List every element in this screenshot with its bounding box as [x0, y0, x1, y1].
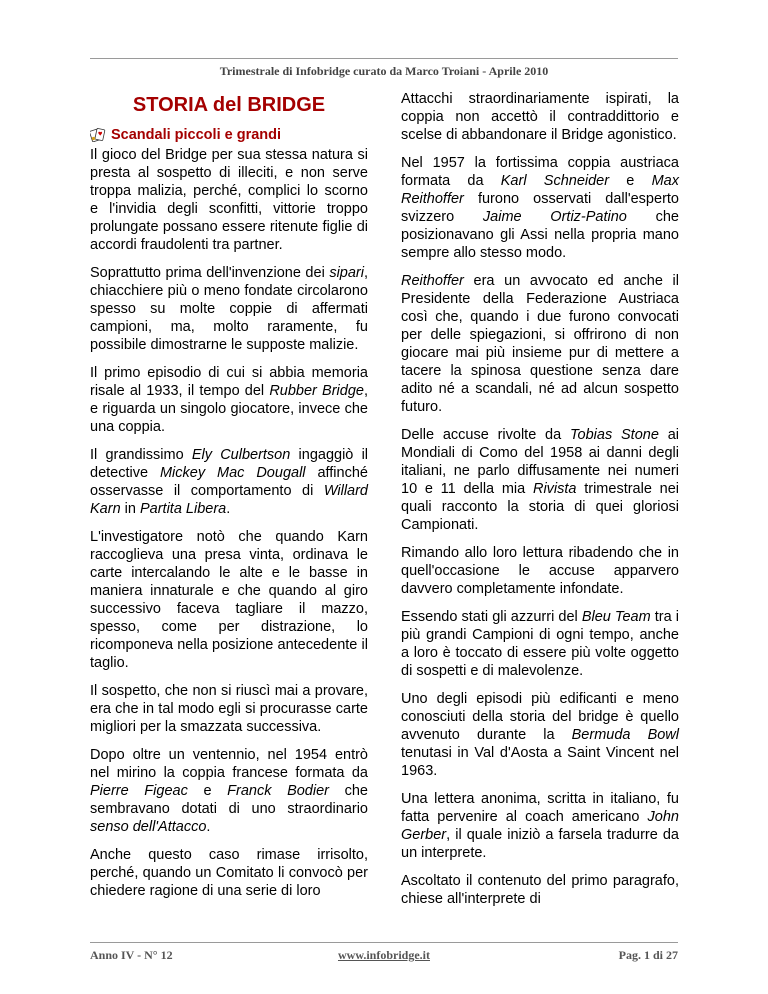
footer-rule [90, 942, 678, 943]
paragraph: Reithoffer era un avvocato ed anche il Presidente della Federazione Austriaca così che, quando i due furono convocati per delle spiegazioni, si offrirono di non giocare mai più insieme pur di mettere a tacere la spinosa questione senza dare adito né a scandali, né ad alcun sospetto futuro. [401, 273, 679, 415]
issue-label: Anno IV - N° 12 [90, 948, 173, 962]
page-number: Pag. 1 di 27 [618, 948, 678, 962]
paragraph: Attacchi straordinariamente ispirati, la coppia non accettò il contraddittorio e scelse di abbandonare il Bridge agonistico. [401, 91, 679, 143]
article-subtitle [90, 126, 368, 144]
paragraph: Dopo oltre un ventennio, nel 1954 entrò nel mirino la coppia francese formata da Pierre Figeac e Franck Bodier che sembravano dotati di uno straordinario senso dell'Attacco. [90, 747, 368, 835]
paragraph: Rimando allo loro lettura ribadendo che in quell'occasione le accuse apparvero davvero completamente infondate. [401, 545, 679, 597]
article-title: STORIA del BRIDGE [132, 94, 326, 116]
subtitle-text: Scandali piccoli e grandi [111, 127, 282, 143]
paragraph: Una lettera anonima, scritta in italiano, fu fatta pervenire al coach americano John Gerber, il quale iniziò a farsela tradurre da un interprete. [401, 791, 679, 861]
paragraph: Delle accuse rivolte da Tobias Stone ai Mondiali di Como del 1958 ai danni degli italiani, ne parlo diffusamente nei numeri 10 e 11 della mia Rivista trimestrale nei quali racconto la storia di quei gloriosi Campionati. [401, 427, 679, 533]
paragraph: Uno degli episodi più edificanti e meno conosciuti della storia del bridge è quello avvenuto durante la Bermuda Bowl tenutasi in Val d'Aosta a Saint Vincent nel 1963. [401, 691, 679, 779]
site-link[interactable]: www.infobridge.it [337, 948, 430, 962]
paragraph: Il sospetto, che non si riuscì mai a provare, era che in tal modo egli si procurasse carte migliori per la smazzata successiva. [90, 683, 368, 735]
paragraph: Il grandissimo Ely Culbertson ingaggiò il detective Mickey Mac Dougall affinché osservasse il comportamento di Willard Karn in Partita Libera. [90, 447, 369, 517]
paragraph: L'investigatore notò che quando Karn raccoglieva una presa vinta, ordinava le carte intercalando le alte e le basse in maniera innaturale e che quando al giro successivo faceva tagliare il mazzo, spesso, come per distrazione, lo ricomponeva nella posizione antecedente il taglio. [90, 529, 368, 671]
left-column [90, 90, 368, 910]
right-column [401, 90, 679, 918]
paragraph: Essendo stati gli azzurri del Bleu Team tra i più grandi Campioni di ogni tempo, anche a loro è toccato di essere più volte oggetto di sospetti e di malevolenze. [401, 609, 679, 679]
paragraph: Ascoltato il contenuto del primo paragrafo, chiese all'interprete di [401, 873, 679, 907]
header-rule [90, 58, 678, 59]
paragraph: Il gioco del Bridge per sua stessa natura si presta al sospetto di illeciti, e non serve troppa malizia, perché, complici lo scorno e l'invidia degli sconfitti, vittorie troppo prolungate possano essere ritenute figlie di accordi fraudolenti tra partner. [90, 147, 368, 253]
paragraph: Nel 1957 la fortissima coppia austriaca formata da Karl Schneider e Max Reithoffer furono osservati dall'esperto svizzero Jaime Ortiz-Patino che posizionavano gli Assi nella propria mano sempre allo stesso modo. [401, 155, 679, 261]
paragraph: Soprattutto prima dell'invenzione dei sipari, chiacchiere più o meno fondate circolarono spesso su molte coppie di affermati campioni, ma, molto raramente, fu possibile dimostrarne le supposte malizie. [90, 265, 368, 353]
paragraph: Il primo episodio di cui si abbia memoria risale al 1933, il tempo del Rubber Bridge, e riguarda un singolo giocatore, invece che una coppia. [90, 365, 368, 435]
running-header: Trimestrale di Infobridge curato da Marco Troiani - Aprile 2010 [219, 64, 549, 78]
paragraph: Anche questo caso rimase irrisolto, perché, quando un Comitato li convocò per chiedere ragione di una serie di loro [90, 847, 368, 899]
playing-cards-icon [90, 128, 106, 142]
